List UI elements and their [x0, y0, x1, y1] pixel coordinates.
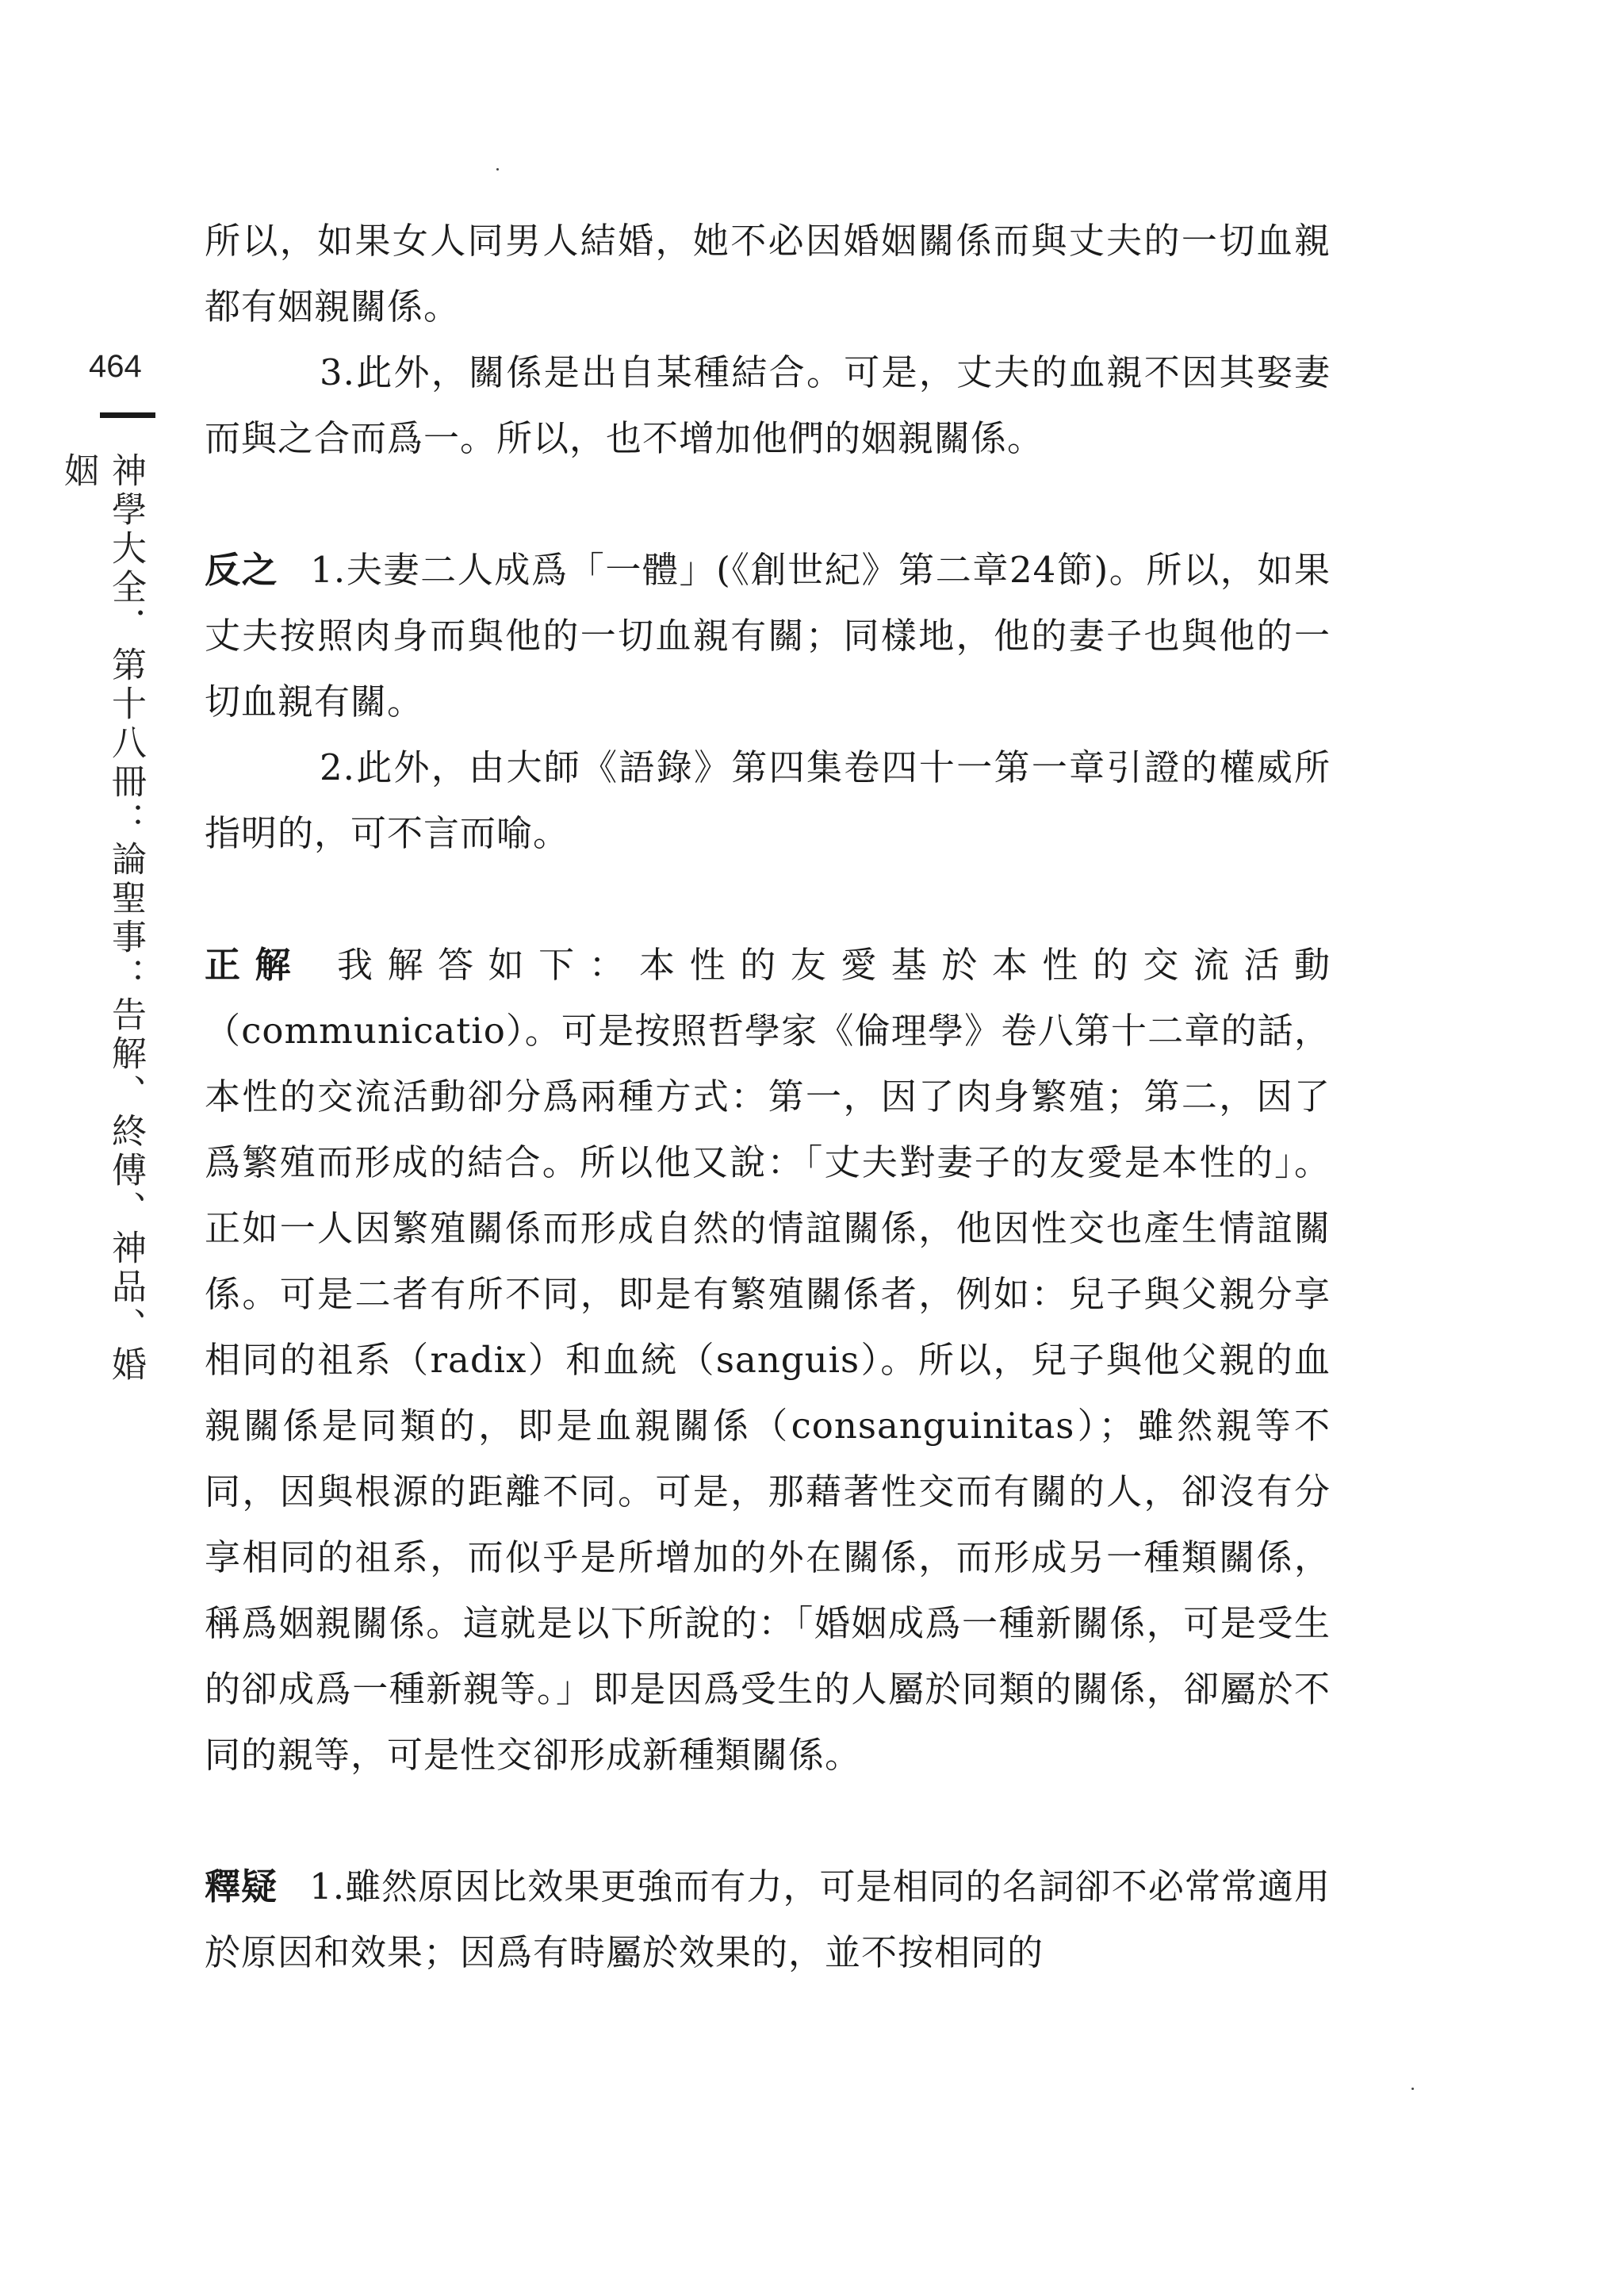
paragraph-objection-3: 3.此外，關係是出自某種結合。可是，丈夫的血親不因其娶妻而與之合而爲一。所以，也不增加他們的姻親關係。	[205, 351, 1331, 459]
respondeo-label: 正解	[205, 944, 306, 986]
paragraph-objection-continuation: 所以，如果女人同男人結婚，她不必因婚姻關係而與丈夫的一切血親都有姻親關係。	[205, 220, 1331, 328]
scan-speck	[1411, 2088, 1414, 2090]
scan-speck	[496, 168, 499, 171]
margin-rule	[100, 412, 155, 418]
sed-contra-label: 反之	[205, 549, 279, 591]
paragraph-reply-1	[205, 1854, 1331, 1985]
main-text	[205, 208, 1331, 1985]
running-title: 神學大全．第十八冊：論聖事：告解、終傅、神品、婚姻	[58, 452, 146, 1385]
reply-label: 釋疑	[205, 1865, 278, 1908]
paragraph-sed-contra-1	[205, 537, 1331, 734]
reply-1-text: 1.雖然原因比效果更強而有力，可是相同的名詞卻不必常常適用於原因和效果；因爲有時屬於效果的，並不按相同的	[205, 1865, 1331, 1973]
sed-contra-1-text: 1.夫妻二人成爲「一體」(《創世紀》第二章24節)。所以，如果丈夫按照肉身而與他的一切血親有關；同樣地，他的妻子也與他的一切血親有關。	[205, 549, 1331, 723]
respondeo-text: 我解答如下：本性的友愛基於本性的交流活動（communicatio）。可是按照哲學家《倫理學》卷八第十二章的話，本性的交流活動卻分爲兩種方式：第一，因了肉身繁殖；第二，因了爲繁殖而形成的結合。所以他又說：「丈夫對妻子的友愛是本性的」。正如一人因繁殖關係而形成自然的情誼關係，他因性交也產生情誼關係。可是二者有所不同，即是有繁殖關係者，例如：兒子與父親分享相同的祖系（radix）和血統（sanguis）。所以，兒子與他父親的血親關係是同類的，即是血親關係（consanguinitas）；雖然親等不同，因與根源的距離不同。可是，那藉著性交而有關的人，卻沒有分享相同的祖系，而似乎是所增加的外在關係，而形成另一種類關係，稱爲姻親關係。這就是以下所說的：「婚姻成爲一種新關係，可是受生的卻成爲一種新親等。」即是因爲受生的人屬於同類的關係，卻屬於不同的親等，可是性交卻形成新種類關係。	[205, 944, 1331, 1776]
paragraph-respondeo	[205, 932, 1331, 1788]
paragraph-sed-contra-2: 2.此外，由大師《語錄》第四集卷四十一第一章引證的權威所指明的，可不言而喻。	[205, 746, 1331, 854]
page-number: 464	[89, 349, 142, 384]
